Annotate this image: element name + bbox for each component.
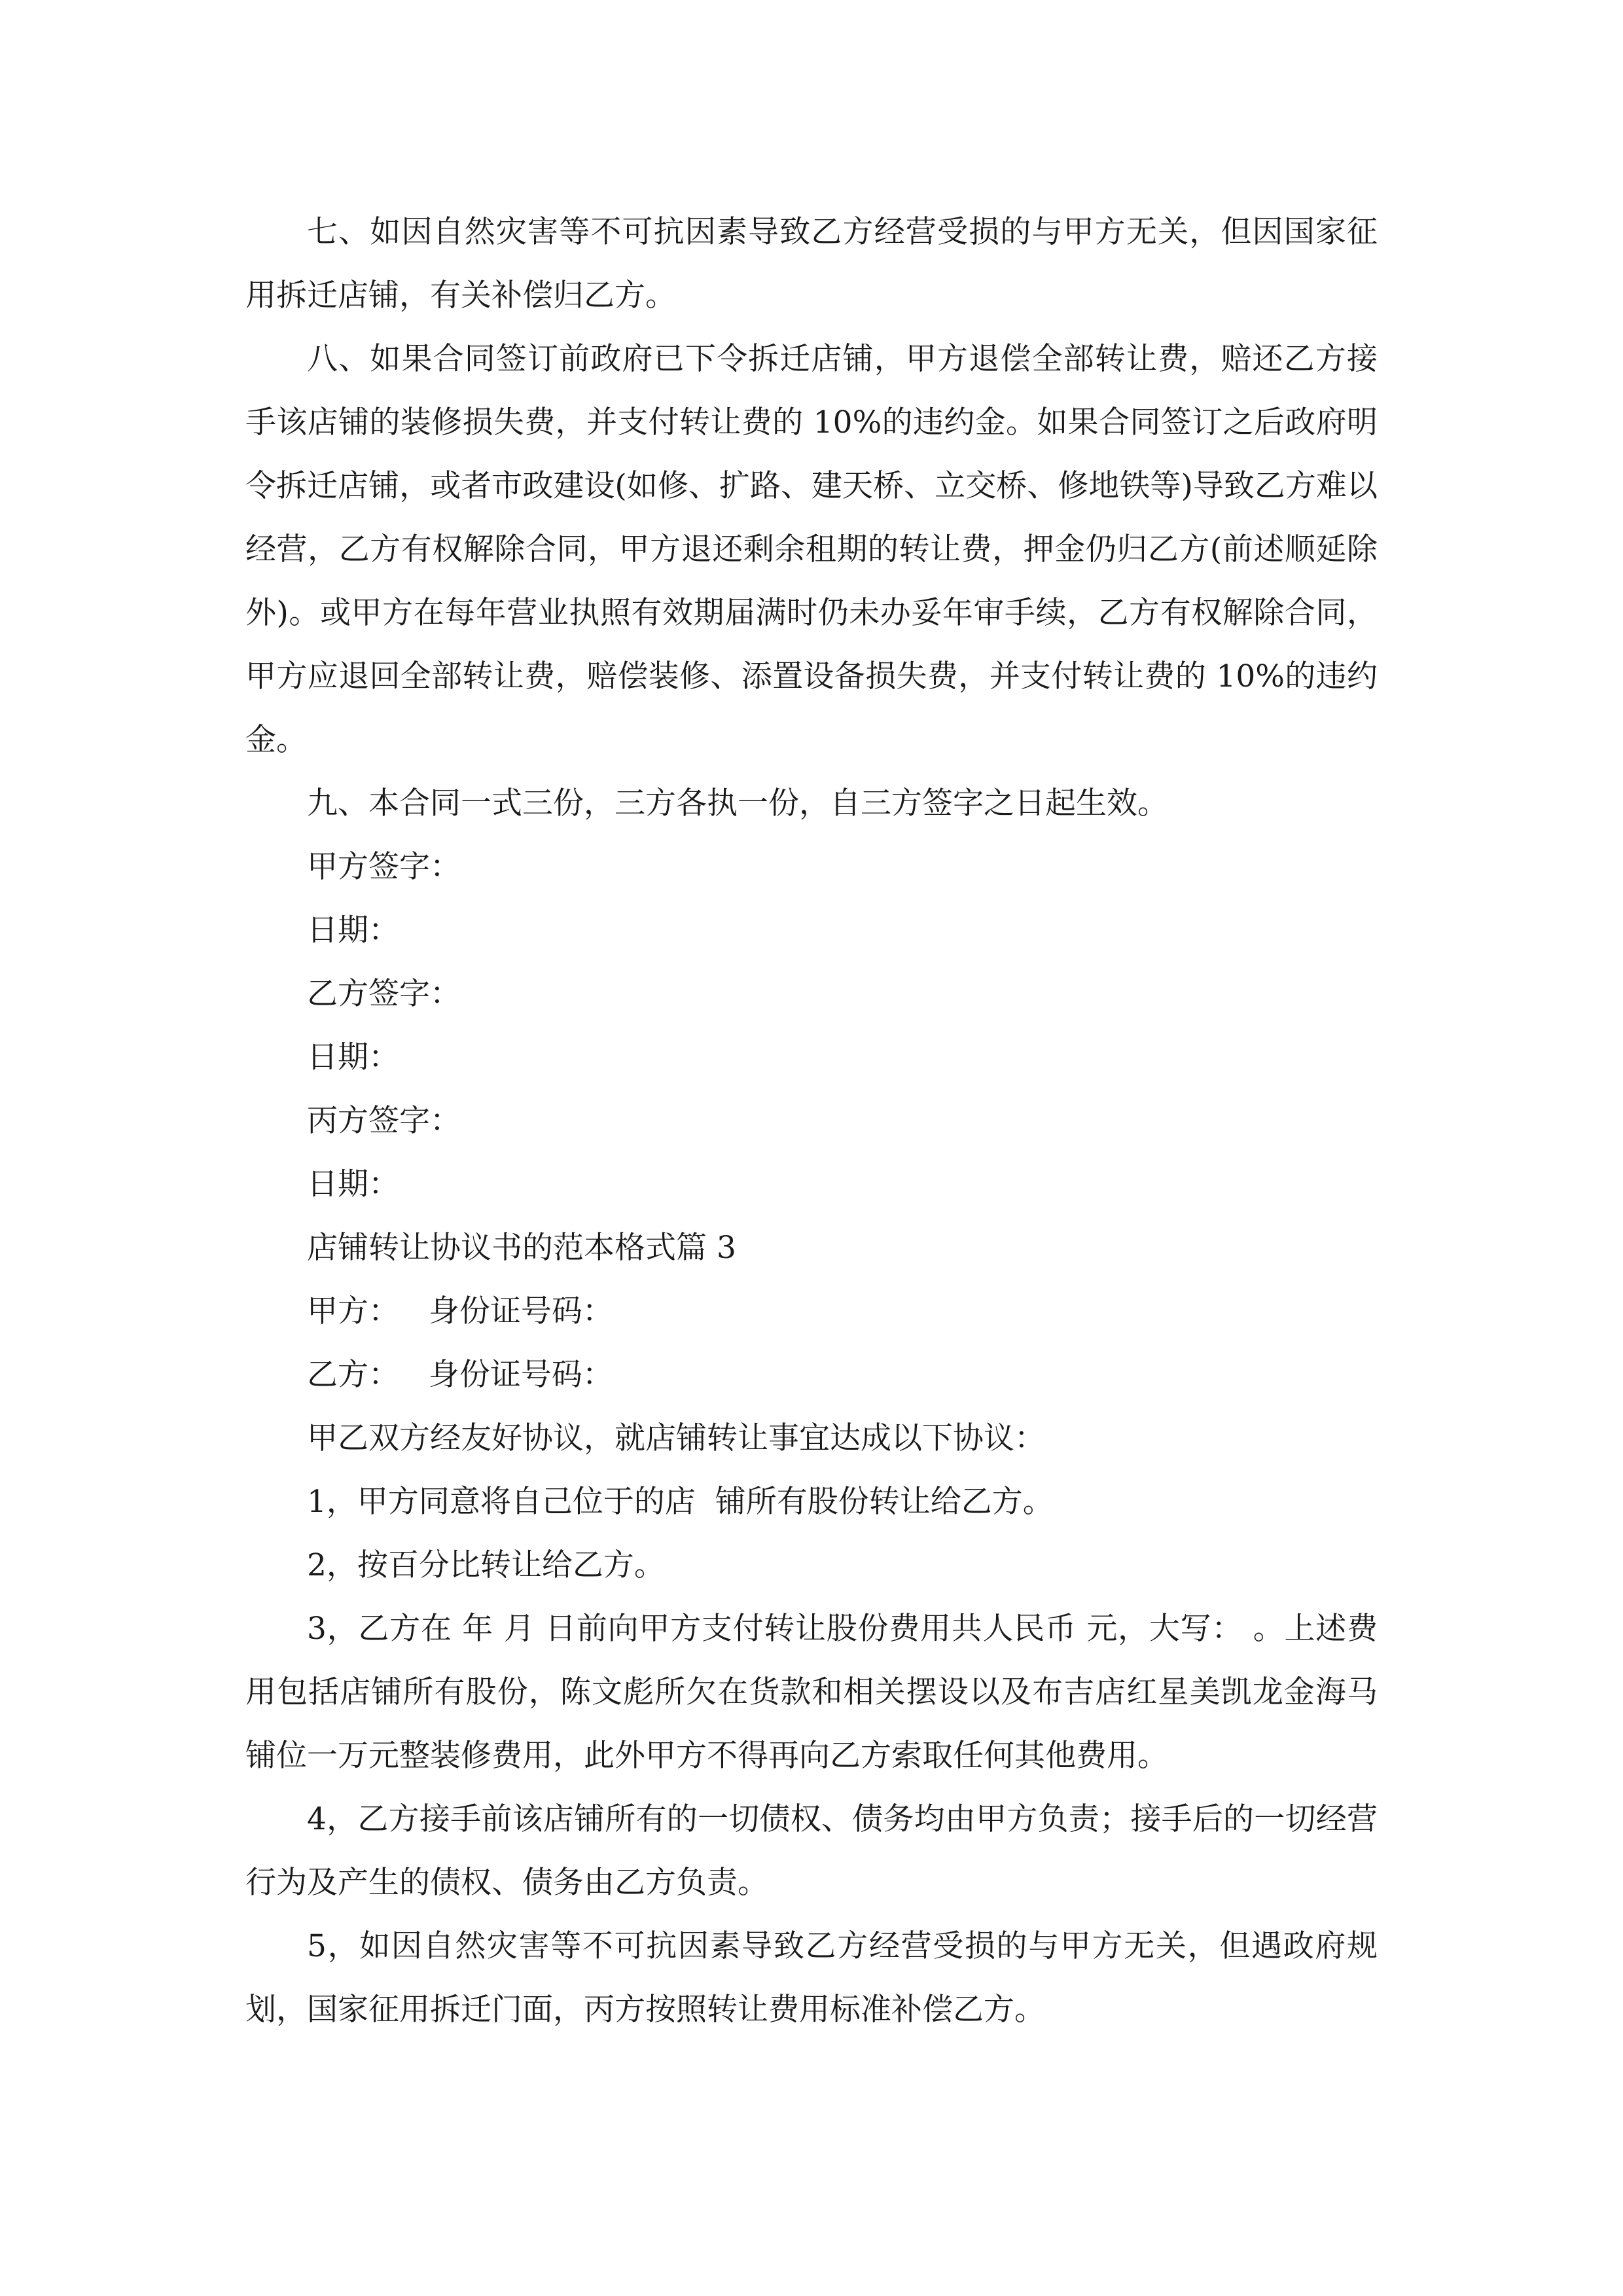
clause-5: 5，如因自然灾害等不可抗因素导致乙方经营受损的与甲方无关，但遇政府规划，国家征用拆迁门面，丙方按照转让费用标准补偿乙方。 (245, 1928, 1378, 2028)
signature-date-a: 日期： (307, 912, 399, 948)
party-b-id: 乙方： 身份证号码： (307, 1357, 613, 1393)
signature-date-c: 日期： (307, 1166, 399, 1202)
section-title: 店铺转让协议书的范本格式篇 3 (307, 1230, 736, 1266)
paragraph-clause-9: 九、本合同一式三份，三方各执一份，自三方签字之日起生效。 (307, 785, 1168, 821)
signature-party-b: 乙方签字： (307, 976, 461, 1012)
signature-date-b: 日期： (307, 1039, 399, 1075)
paragraph-clause-7: 七、如因自然灾害等不可抗因素导致乙方经营受损的与甲方无关，但因国家征用拆迁店铺，有关补偿归乙方。 (245, 214, 1378, 314)
document-body (245, 200, 1378, 2041)
party-a-id: 甲方： 身份证号码： (307, 1293, 613, 1329)
clause-4: 4，乙方接手前该店铺所有的一切债权、债务均由甲方负责；接手后的一切经营行为及产生的债权、债务由乙方负责。 (245, 1801, 1378, 1901)
clause-2: 2，按百分比转让给乙方。 (307, 1547, 665, 1583)
signature-party-a: 甲方签字： (307, 849, 461, 885)
clause-1: 1，甲方同意将自己位于的店 铺所有股份转让给乙方。 (307, 1484, 1054, 1520)
signature-party-c: 丙方签字： (307, 1103, 461, 1139)
paragraph-clause-8: 八、如果合同签订前政府已下令拆迁店铺，甲方退偿全部转让费，赔还乙方接手该店铺的装修损失费，并支付转让费的 10%的违约金。如果合同签订之后政府明令拆迁店铺，或者市政建设(如修、扩路、建天桥、立交桥、修地铁等)导致乙方难以经营，乙方有权解除合同，甲方退还剩余租期的转让费，押金仍归乙方(前述顺延除外)。或甲方在每年营业执照有效期届满时仍未办妥年审手续，乙方有权解除合同，甲方应退回全部转让费，赔偿装修、添置设备损失费，并支付转让费的 10%的违约金。 (245, 341, 1378, 758)
agreement-intro: 甲乙双方经友好协议，就店铺转让事宜达成以下协议： (307, 1420, 1045, 1456)
clause-3: 3，乙方在 年 月 日前向甲方支付转让股份费用共人民币 元，大写： 。上述费用包括店铺所有股份，陈文彪所欠在货款和相关摆设以及布吉店红星美凯龙金海马铺位一万元整装修费用，此外甲方不得再向乙方索取任何其他费用。 (245, 1611, 1378, 1774)
